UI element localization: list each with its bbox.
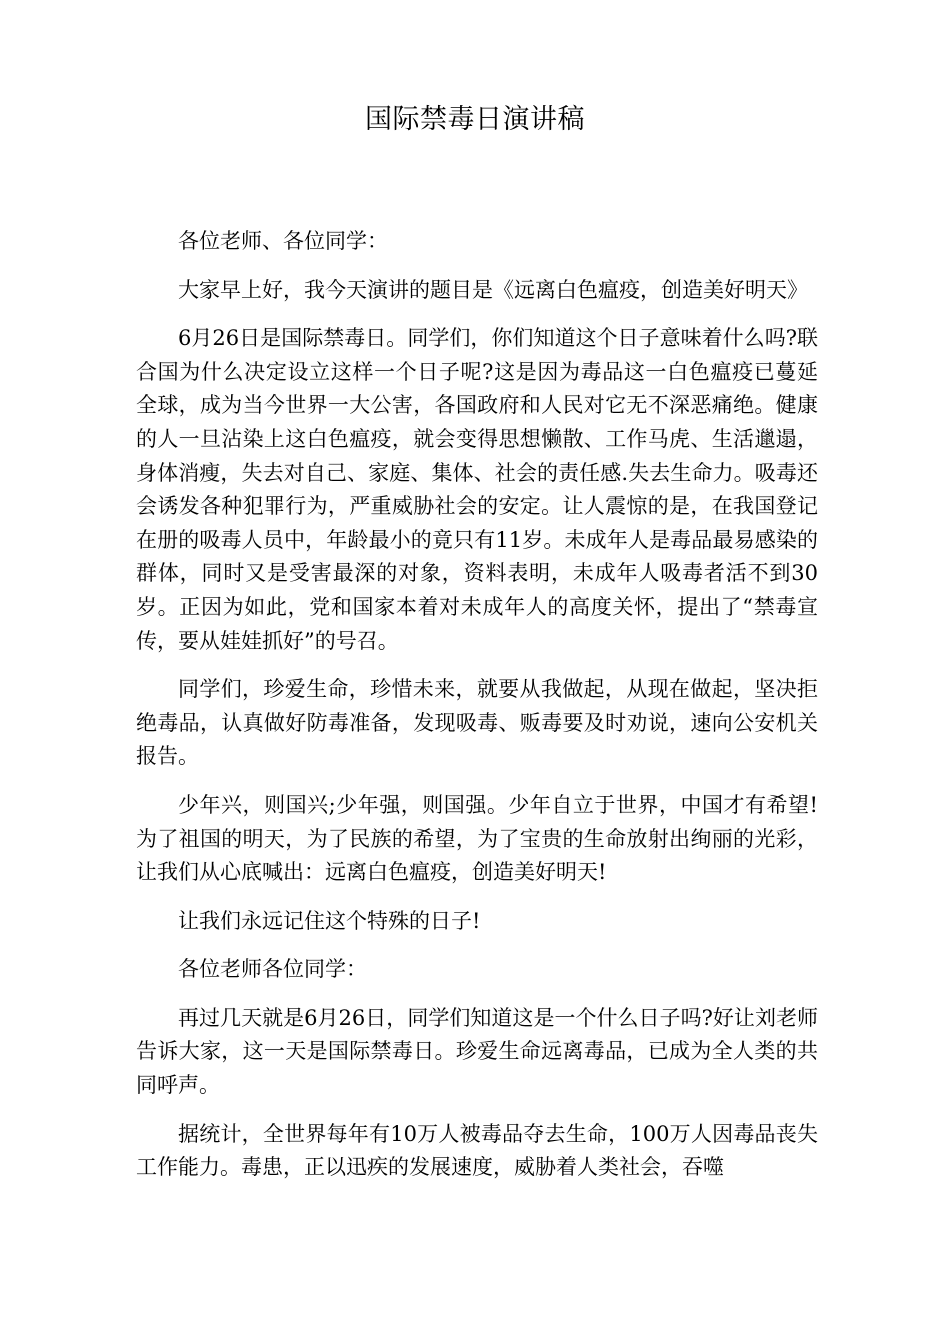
paragraph-statistics: 据统计，全世界每年有10万人被毒品夺去生命，100万人因毒品丧失工作能力。毒患，正以迅疾的发展速度，威胁着人类社会，吞噬 xyxy=(136,1121,818,1180)
paragraph-drug-day-intro: 6月26日是国际禁毒日。同学们，你们知道这个日子意味着什么吗?联合国为什么决定设立这样一个日子呢?这是因为毒品这一白色瘟疫已蔓延全球，成为当今世界一大公害，各国政府和人民对它无不深恶痛绝。健康的人一旦沾染上这白色瘟疫，就会变得思想懒散、工作马虎、生活邋遢，身体消瘦，失去对自己、家庭、集体、社会的责任感.失去生命力。吸毒还会诱发各种犯罪行为，严重威胁社会的安定。让人震惊的是，在我国登记在册的吸毒人员中，年龄最小的竟只有11岁。未成年人是毒品最易感染的群体，同时又是受害最深的对象，资料表明，未成年人吸毒者活不到30岁。正因为如此，党和国家本着对未成年人的高度关怀，提出了“禁毒宣传，要从娃娃抓好”的号召。 xyxy=(136,326,818,653)
paragraph-greeting-2: 各位老师各位同学： xyxy=(178,957,367,982)
document-body xyxy=(136,225,818,1200)
document-title: 国际禁毒日演讲稿 xyxy=(365,104,585,135)
paragraph-remember-day: 让我们永远记住这个特殊的日子! xyxy=(178,908,481,933)
paragraph-call-to-action: 同学们，珍爱生命，珍惜未来，就要从我做起，从现在做起，坚决拒绝毒品，认真做好防毒准备，发现吸毒、贩毒要及时劝说，速向公安机关报告。 xyxy=(136,677,818,769)
paragraph-speech-topic: 大家早上好，我今天演讲的题目是《远离白色瘟疫，创造美好明天》 xyxy=(178,277,808,302)
paragraph-youth-strength: 少年兴，则国兴;少年强，则国强。少年自立于世界，中国才有希望!为了祖国的明天，为了民族的希望，为了宝贵的生命放射出绚丽的光彩，让我们从心底喊出：远离白色瘟疫，创造美好明天! xyxy=(136,792,818,885)
paragraph-greeting: 各位老师、各位同学： xyxy=(178,229,388,253)
paragraph-upcoming-day: 再过几天就是6月26日，同学们知道这是一个什么日子吗?好让刘老师告诉大家，这一天是国际禁毒日。珍爱生命远离毒品，已成为全人类的共同呼声。 xyxy=(136,1005,818,1098)
